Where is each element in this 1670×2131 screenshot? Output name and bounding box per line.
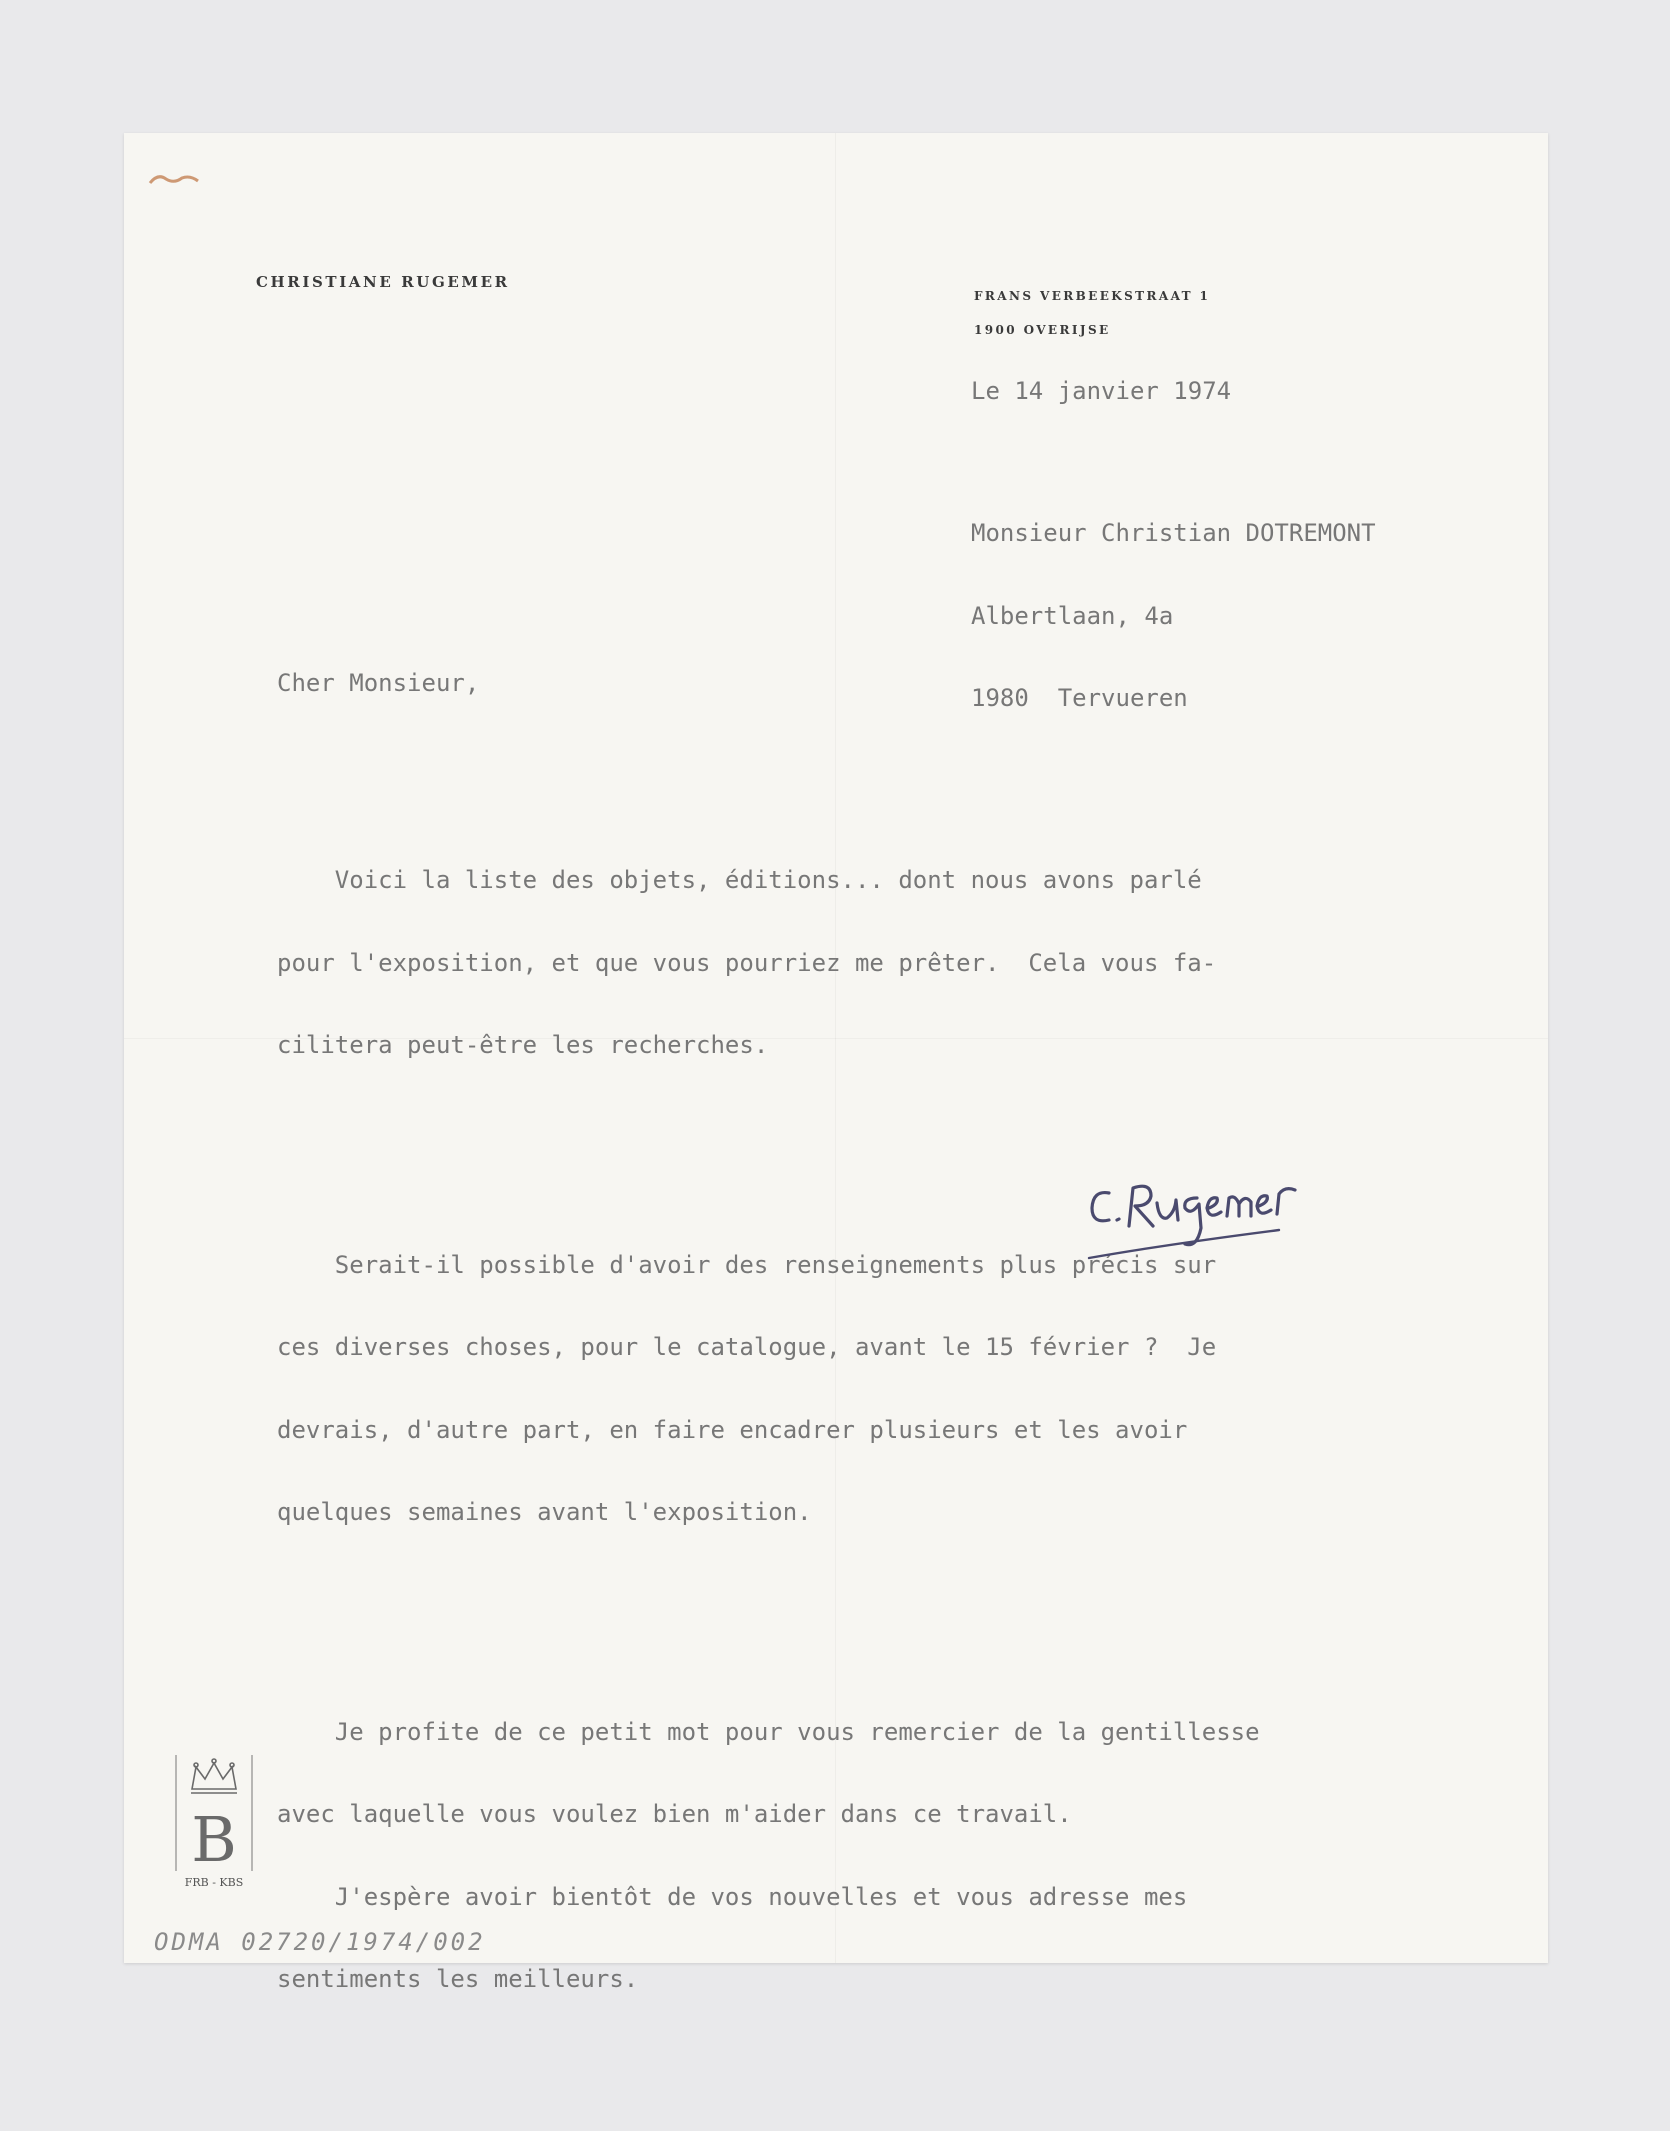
logo-letter: B [191,1803,237,1873]
body-line: cilitera peut-être les recherches. [277,1031,769,1059]
letterhead-address [974,279,1210,347]
letterhead-address-city: 1900 OVERIJSE [974,323,1111,337]
body-paragraph-1 [277,812,1260,1115]
archive-reference-number: ODMA 02720/1974/002 [154,1928,486,1956]
body-line: ces diverses choses, pour le catalogue, avant le 15 février ? Je [277,1333,1217,1361]
body-line: quelques semaines avant l'exposition. [277,1498,812,1526]
logo-caption: FRB - KBS [184,1876,244,1889]
body-line: Serait-il possible d'avoir des renseignements plus précis sur [277,1250,1217,1279]
body-line: Je profite de ce petit mot pour vous remercier de la gentillesse [277,1717,1260,1746]
letterhead-name: CHRISTIANE RUGEMER [256,273,510,291]
frb-kbs-crown-logo [172,1753,256,1873]
body-line: J'espère avoir bientôt de vos nouvelles et vous adresse mes [277,1882,1188,1911]
body-line: avec laquelle vous voulez bien m'aider dans ce travail. [277,1800,1072,1828]
letter-page [124,133,1548,1993]
body-line: devrais, d'autre part, en faire encadrer plusieurs et les avoir [277,1415,1188,1444]
body-paragraph-3 [277,1664,1260,2049]
salutation: Cher Monsieur, [277,669,480,697]
handwritten-signature [1079,1148,1329,1268]
recipient-address [971,465,1376,768]
recipient-city: 1980 Tervueren [971,684,1188,712]
recipient-name: Monsieur Christian DOTREMONT [971,519,1376,547]
body-line: pour l'exposition, et que vous pourriez me prêter. Cela vous fa- [277,948,1217,977]
letter-date: Le 14 janvier 1974 [971,377,1232,405]
letterhead-address-street: FRANS VERBEEKSTRAAT 1 [974,289,1211,303]
recipient-street: Albertlaan, 4a [971,601,1174,630]
body-line: Voici la liste des objets, éditions... dont nous avons parlé [277,866,1202,894]
rust-stain-mark [146,169,206,189]
letter-body [277,757,1260,2131]
body-line: sentiments les meilleurs. [277,1965,639,1993]
